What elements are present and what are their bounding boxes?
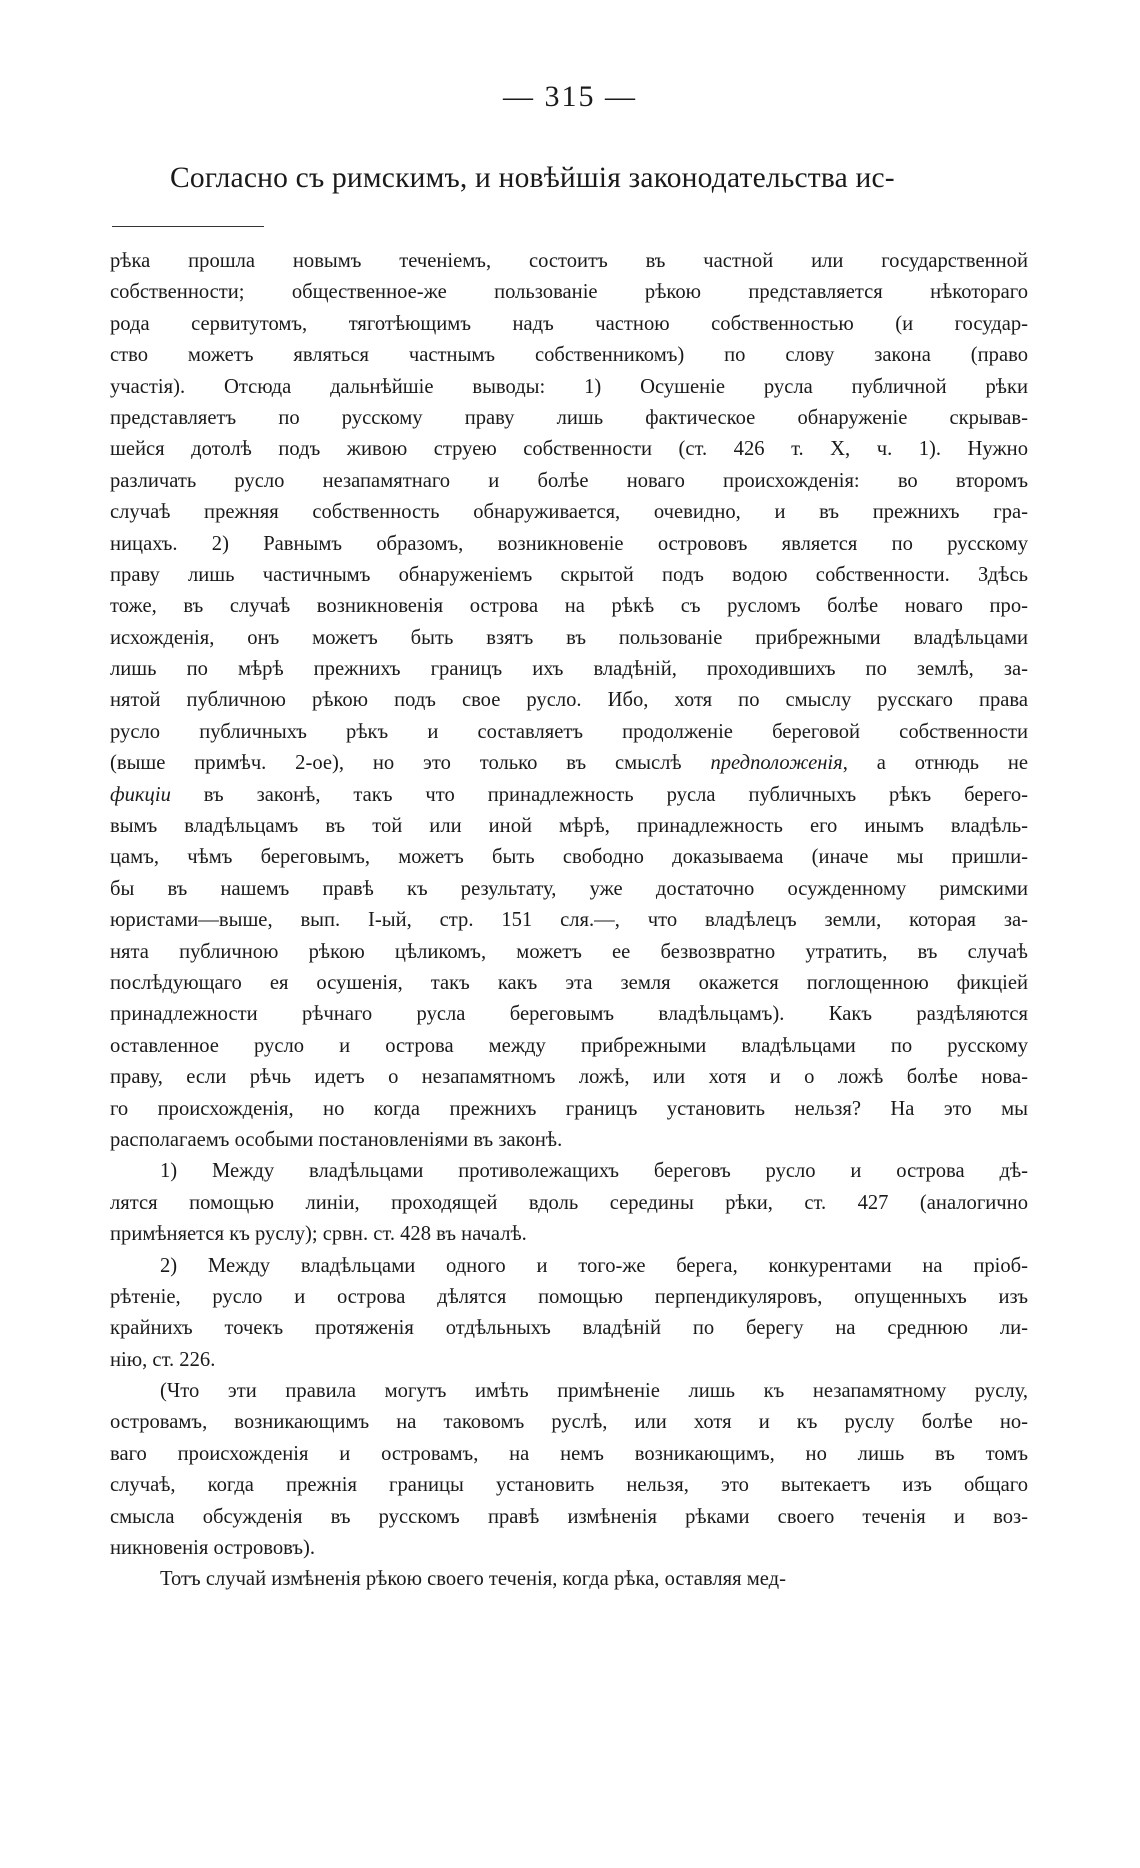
text-line: примѣняется къ руслу); срвн. ст. 428 въ началѣ. [110, 1223, 527, 1246]
text-line: представляетъ по русскому праву лишь фактическое обнаруженіе скрывав- [110, 406, 1028, 429]
text-line: рѣтеніе, русло и острова дѣлятся помощью перпендикуляровъ, опущенныхъ изъ [110, 1285, 1028, 1308]
text-line: 1) Между владѣльцами противолежащихъ береговъ русло и острова дѣ- [160, 1160, 1028, 1183]
text-line: ство можетъ являться частнымъ собственникомъ) по слову закона (право [110, 344, 1028, 367]
text-line: рода сервитутомъ, тяготѣющимъ надъ частною собственностью (и государ- [110, 312, 1028, 335]
text-line: фикціи въ законѣ, такъ что принадлежность русла публичныхъ рѣкъ берего- [110, 783, 1028, 806]
opening-line: Согласно съ римскимъ, и новѣйшія законодательства ис- [170, 162, 895, 194]
text-line: различать русло незапамятнаго и болѣе новаго происхожденія: во второмъ [110, 469, 1028, 492]
text-line: юристами—выше, вып. I-ый, стр. 151 сля.—, что владѣлецъ земли, которая за- [110, 909, 1028, 932]
text-line: случаѣ прежняя собственность обнаруживается, очевидно, и въ прежнихъ гра- [110, 501, 1028, 524]
text-line: случаѣ, когда прежнія границы установить нельзя, это вытекаетъ изъ общаго [110, 1474, 1028, 1497]
text-line: тоже, въ случаѣ возникновенія острова на рѣкѣ съ русломъ болѣе новаго про- [110, 595, 1028, 618]
text-line: вымъ владѣльцамъ въ той или иной мѣрѣ, принадлежность его инымъ владѣль- [110, 815, 1028, 838]
text-line: (Что эти правила могутъ имѣть примѣненіе лишь къ незапамятному руслу, [160, 1380, 1028, 1403]
page-number: — 315 — [503, 80, 637, 113]
text-line: лятся помощью линіи, проходящей вдоль середины рѣки, ст. 427 (аналогично [110, 1191, 1028, 1214]
text-line: нята публичною рѣкою цѣликомъ, можетъ ее безвозвратно утратить, въ случаѣ [110, 940, 1028, 963]
text-line: собственности; общественное-же пользованіе рѣкою представляется нѣкотораго [110, 281, 1028, 304]
text-line: лишь по мѣрѣ прежнихъ границъ ихъ владѣній, проходившихъ по землѣ, за- [110, 658, 1028, 681]
text-line: праву лишь частичнымъ обнаруженіемъ скрытой подъ водою собственности. Здѣсь [110, 563, 1028, 586]
body-text [110, 246, 1028, 1596]
text-line: нію, ст. 226. [110, 1348, 216, 1371]
text-line: участія). Отсюда дальнѣйшіе выводы: 1) Осушеніе русла публичной рѣки [110, 375, 1028, 398]
text-line: принадлежности рѣчнаго русла береговымъ владѣльцамъ). Какъ раздѣляются [110, 1003, 1028, 1026]
text-line: послѣдующаго ея осушенія, такъ какъ эта земля окажется поглощенною фикціей [110, 971, 1028, 994]
text-line: исхожденія, онъ можетъ быть взятъ въ пользованіе прибрежными владѣльцами [110, 626, 1028, 649]
text-line: русло публичныхъ рѣкъ и составляетъ продолженіе береговой собственности [110, 720, 1028, 743]
text-line: располагаемъ особыми постановленіями въ законѣ. [110, 1128, 563, 1151]
text-line: смысла обсужденія въ русскомъ правѣ измѣненія рѣками своего теченія и воз- [110, 1505, 1028, 1528]
text-line: праву, если рѣчь идетъ о незапамятномъ ложѣ, или хотя и о ложѣ болѣе нова- [110, 1066, 1028, 1089]
text-line: цамъ, чѣмъ береговымъ, можетъ быть свободно доказываема (иначе мы пришли- [110, 846, 1028, 869]
text-line: крайнихъ точекъ протяженія отдѣльныхъ владѣній по берегу на среднюю ли- [110, 1317, 1028, 1340]
text-line: нятой публичною рѣкою подъ свое русло. Ибо, хотя по смыслу русскаго права [110, 689, 1028, 712]
text-line: рѣка прошла новымъ теченіемъ, состоитъ въ частной или государственной [110, 250, 1028, 272]
text-line: никновенія острововъ). [110, 1537, 316, 1560]
text-line: го происхожденія, но когда прежнихъ границъ установить нельзя? На это мы [110, 1097, 1028, 1120]
text-line: ницахъ. 2) Равнымъ образомъ, возникновеніе острововъ является по русскому [110, 532, 1028, 555]
text-line: (выше примѣч. 2-ое), но это только въ смыслѣ предположенія, а отнюдь не [110, 752, 1028, 775]
text-line: островамъ, возникающимъ на таковомъ руслѣ, или хотя и къ руслу болѣе но- [110, 1411, 1028, 1434]
text-line: Тотъ случай измѣненія рѣкою своего теченія, когда рѣка, оставляя мед- [160, 1568, 786, 1591]
section-rule [112, 226, 264, 227]
text-line: ваго происхожденія и островамъ, на немъ возникающимъ, но лишь въ томъ [110, 1442, 1028, 1465]
text-line: шейся дотолѣ подъ живою струею собственности (ст. 426 т. X, ч. 1). Нужно [110, 438, 1028, 461]
text-line: 2) Между владѣльцами одного и того-же берега, конкурентами на пріоб- [160, 1254, 1028, 1277]
text-line: оставленное русло и острова между прибрежными владѣльцами по русскому [110, 1034, 1028, 1057]
text-line: бы въ нашемъ правѣ къ результату, уже достаточно осужденному римскими [110, 877, 1028, 900]
